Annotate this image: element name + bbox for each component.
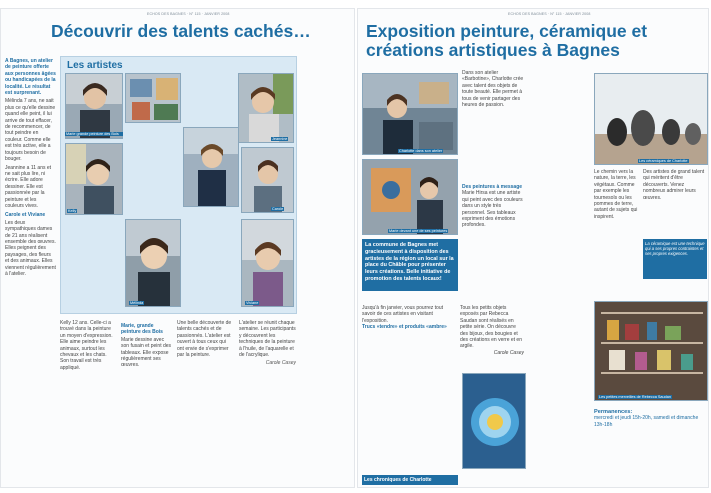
right-headline: Exposition peinture, céramique et créations artistiques à Bagnes: [366, 21, 648, 61]
left-column-5: [239, 320, 296, 484]
portrait-image: [239, 74, 294, 143]
caption-blue-box: La céramique est une technique qui a ses propres contraintes et ses propres exigences.: [643, 239, 707, 279]
caption-photo2: Marie devant une de ses peintures: [389, 229, 448, 233]
right-col2-text: Marie Hirsa est une artiste qui peint avec des couleurs dans un style très personnel. Ses tableaux expriment des émotions profondes.: [462, 190, 523, 229]
right-col3-sub: Trucs «tendre» et produits «ambre»: [362, 324, 447, 331]
portrait-image: [184, 128, 239, 207]
paintings-image: [126, 74, 181, 123]
practical-title: Permanences:: [594, 409, 633, 415]
right-col3-text: Jusqu'à fin janvier, vous pourrez tout savoir de ces artistes en visitant l'exposition.: [362, 305, 444, 324]
chroniques-tag: Les chroniques de Charlotte: [362, 475, 458, 485]
photo-charlotte: [362, 73, 458, 155]
left-column-3: [121, 320, 173, 484]
photo-ceramics: [594, 73, 708, 165]
marie-image: [363, 160, 458, 235]
artists-title: Les artistes: [67, 60, 123, 71]
right-column-1: [462, 70, 524, 180]
caption-bottom: Les petites merveilles de Rebecca Saudan: [599, 395, 671, 399]
photo-spiral: [462, 373, 526, 469]
spiral-painting-image: [463, 374, 526, 469]
col4-text: Une belle découverte de talents cachés et de passionnés. L'atelier est ouvert à tous ceux qui ont envie de s'exprimer par la peinture.: [177, 320, 232, 359]
lede: A Bagnes, un atelier de peinture offerte aux personnes âgées ou handicapées de la localité. Le résultat est surprenant.: [5, 58, 56, 97]
left-page: [0, 8, 355, 488]
caption-photo1: Charlotte dans son atelier: [399, 149, 443, 153]
running-head-right: ECHOS DES BAGNES · N° 115 · JANVIER 2008: [508, 12, 591, 16]
caption-carole: Carole: [272, 207, 284, 211]
photo-carole: [183, 127, 239, 207]
portrait-image: [242, 148, 294, 213]
caption-charlotte: Les céramiques de Charlotte: [639, 159, 688, 163]
portrait-image: [126, 220, 181, 307]
right-col6-text: Des artistes de grand talent qui méritent d'être découverts. Venez nombreux admirer leurs œuvres.: [643, 169, 705, 201]
col2-text: Kelly 12 ans. Celle-ci a trouvé dans la peinture un moyen d'expression. Elle aime peindre les animaux, surtout les chevaux et les chats. Son travail est très appliqué.: [60, 320, 113, 371]
caption-melinda: Mélinda: [130, 301, 144, 305]
photo-marie-painting: [362, 159, 458, 235]
portrait-image: [242, 220, 294, 307]
photo-paintings: [125, 73, 181, 123]
charlotte-image: [363, 74, 458, 155]
right-col5-text: Le chemin vers la nature, la terre, les végétaux. Comme par exemple les tournesols ou les pommes de terre, autant de sujets qui inspirent.: [594, 169, 638, 220]
para-1: Mélinda 7 ans, ne sait plus ce qu'elle dessine quand elle peint, il lui arrive de tout effacer, de recommencer, de tout peindre en couleur. Comme elle est très active, elle a toujours besoin de bouger.: [5, 98, 56, 163]
artists-panel: [60, 56, 297, 314]
col3-text: Marie dessine avec son fusain et peint des tableaux. Elle expose régulièrement ses œuvres.: [121, 336, 172, 369]
left-column-1: [5, 58, 56, 483]
signature-left: Carole Casey: [265, 360, 296, 367]
right-col2-title: Des peintures à message: [462, 184, 523, 190]
photo-melinda: [125, 219, 181, 307]
portrait-image: [66, 144, 123, 215]
col3-title: Marie, grande peinture des Bois: [121, 323, 163, 336]
right-col1-text: Dans son atelier «Barbotine», Charlotte crée avec talent des objets de toute beauté. Elle permet à tous de venir partager des heures de passion.: [462, 70, 524, 109]
caption-marie: Marie grande peinture des Bois: [65, 132, 123, 136]
right-column-3: [362, 305, 456, 415]
portrait-image: [66, 74, 123, 139]
para-2: Jeannine a 11 ans et ne sait plus lire, ni écrire. Elle adore dessiner. Elle est passionnée par la peinture et les couleurs vives.: [5, 164, 52, 209]
intro-box: La commune de Bagnes met gracieusement à disposition des artistes de la région un local sur la place du Châble pour présenter leurs créations. Belle initiative de promotion des talents locaux!: [362, 239, 458, 291]
col5-text: L'atelier se réunit chaque semaine. Les participants y découvrent les techniques de la peinture à l'huile, de l'aquarelle et de l'acrylique.: [239, 320, 296, 359]
right-column-7: [594, 409, 708, 484]
right-column-5: [594, 169, 642, 297]
caption-kelly: Kelly: [68, 209, 77, 213]
photo-viviane: [241, 219, 294, 307]
photo-jeannine: [238, 73, 294, 143]
subhead-carole: Carole et Viviane: [5, 212, 46, 219]
shelf-image: [595, 302, 708, 401]
photo-mixed: [241, 147, 294, 213]
right-page: [357, 8, 709, 488]
para-3: Les deux sympathiques dames de 21 ans réalisent ensemble des œuvres. Elles peignent des paysages, des fleurs et des animaux. Elles viennent régulièrement à l'atelier.: [5, 219, 56, 277]
caption-viviane: Viviane: [246, 301, 259, 305]
ceramics-image: [595, 74, 708, 165]
practical-text: mercredi et jeudi 15h-20h, samedi et dimanche 13h-18h: [594, 415, 699, 428]
signature-right: Carole Casey: [493, 349, 524, 356]
left-column-4: [177, 320, 234, 484]
right-col4-text: Tous les petits objets exposés par Rebecca Saudan sont réalisés en petite série. On découvre des bijoux, des bougies et des créations en verre et en argile.: [460, 305, 522, 350]
photo-shelf: [594, 301, 708, 401]
left-column-2: [60, 320, 114, 484]
photo-kelly: [65, 143, 123, 215]
caption-jeannine: Jeannine: [272, 137, 288, 141]
left-headline: Découvrir des talents cachés…: [51, 21, 311, 41]
photo-marie: [65, 73, 123, 139]
running-head-left: ECHOS DES BAGNES · N° 115 · JANVIER 2008: [147, 12, 230, 16]
